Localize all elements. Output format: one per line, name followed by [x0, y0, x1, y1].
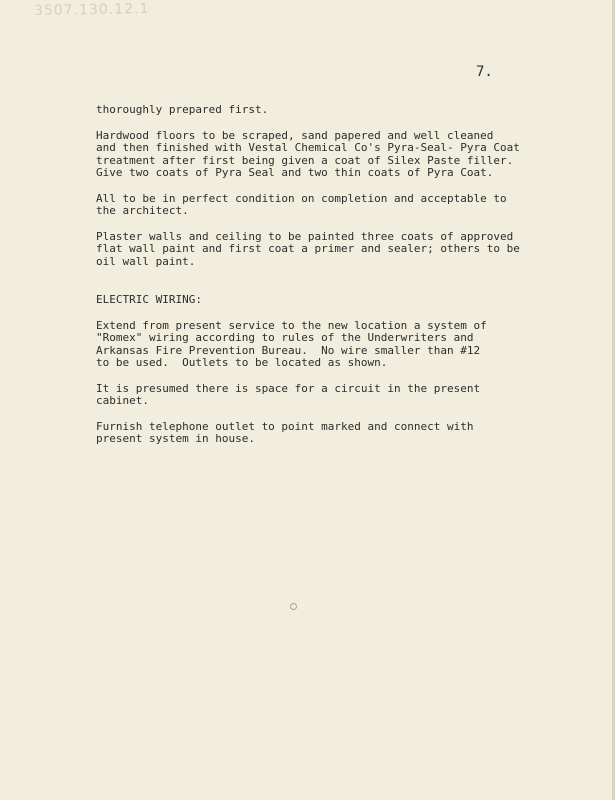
text-line: Give two coats of Pyra Seal and two thin coats of Pyra Coat. [96, 166, 494, 179]
page-number: 7. [476, 64, 493, 80]
text-line: flat wall paint and first coat a primer and sealer; others to be [96, 242, 520, 255]
archive-mark: 3507.130.12.1 [33, 0, 150, 20]
text-line: treatment after first being given a coat of Silex Paste filler. [96, 153, 514, 167]
text-line: present system in house. [96, 432, 255, 445]
text-line: the architect. [96, 204, 189, 217]
document-body [96, 104, 576, 446]
text-line: oil wall paint. [96, 254, 196, 268]
text-line: Furnish telephone outlet to point marked and connect with [96, 419, 474, 433]
text-line: thoroughly prepared first. [96, 103, 269, 116]
text-line: Arkansas Fire Prevention Bureau. No wire smaller than #12 [96, 343, 481, 357]
text-line: Extend from present service to the new location a system of [96, 318, 487, 332]
text-line: cabinet. [96, 394, 149, 407]
punch-hole-mark [290, 603, 297, 610]
text-line: to be used. Outlets to be located as shown. [96, 356, 388, 369]
text-line: "Romex" wiring according to rules of the Underwriters and [96, 331, 474, 344]
section-heading: ELECTRIC WIRING: [96, 293, 202, 306]
text-line: All to be in perfect condition on completion and acceptable to [96, 191, 507, 205]
text-line: It is presumed there is space for a circuit in the present [96, 381, 481, 395]
text-line: and then finished with Vestal Chemical Co's Pyra-Seal- Pyra Coat [96, 141, 520, 154]
text-line: Plaster walls and ceiling to be painted three coats of approved [96, 229, 514, 243]
text-line: Hardwood floors to be scraped, sand papered and well cleaned [96, 128, 494, 142]
